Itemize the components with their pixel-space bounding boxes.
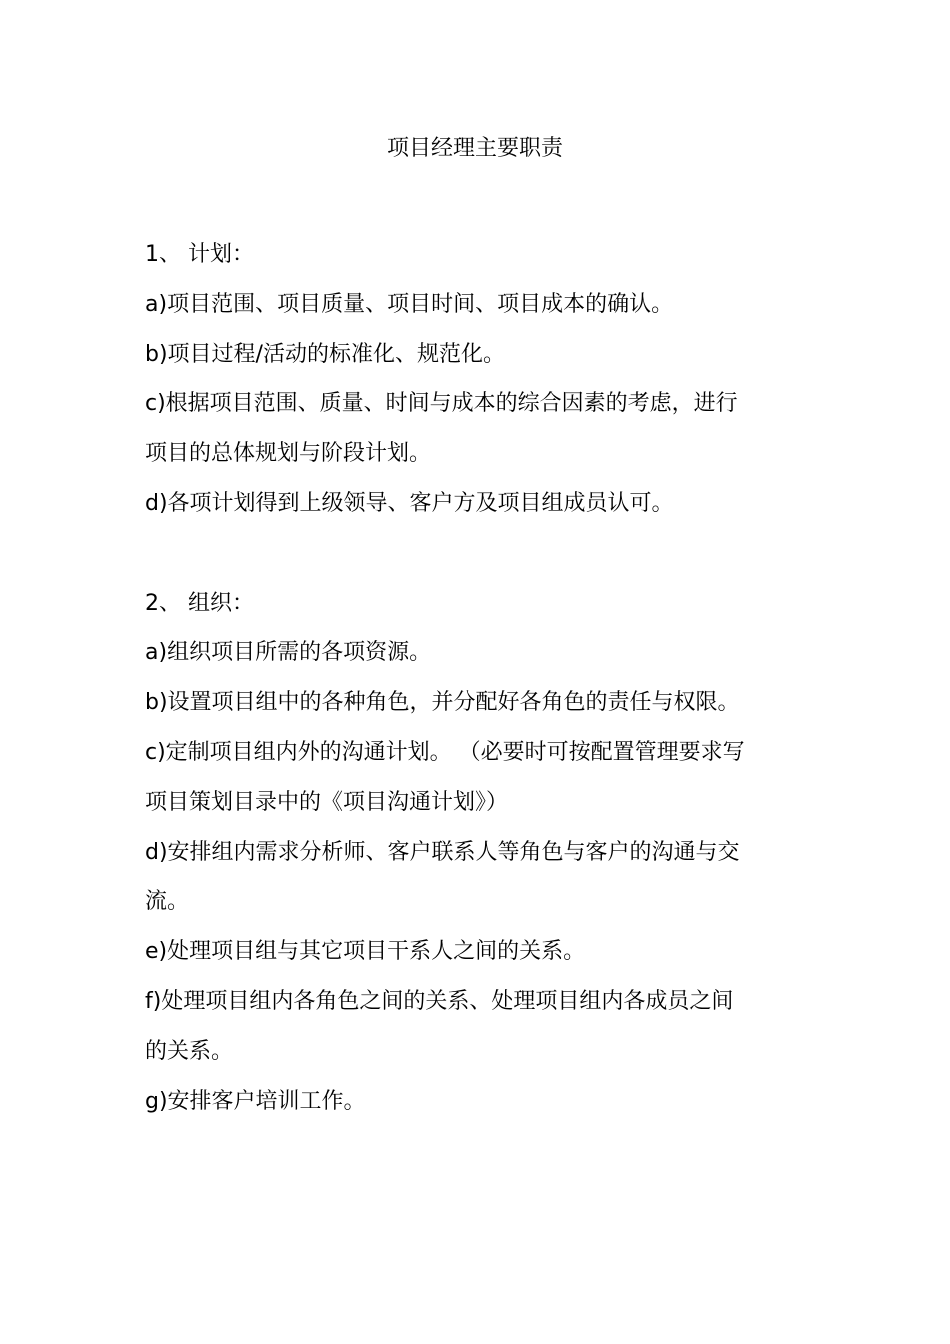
paragraph-line: a)项目范围、项目质量、项目时间、项目成本的确认。 (145, 291, 674, 317)
paragraph-line: a)组织项目所需的各项资源。 (145, 640, 432, 666)
paragraph-spacer (145, 529, 810, 579)
paragraph-line: b)设置项目组中的各种角色，并分配好各角色的责任与权限。 (145, 690, 740, 716)
paragraph-line: 项目策划目录中的《项目沟通计划》） (145, 789, 509, 815)
paragraph-line: c)定制项目组内外的沟通计划。 （必要时可按配置管理要求写 (145, 739, 745, 765)
paragraph-line: 项目的总体规划与阶段计划。 (145, 441, 432, 467)
document-title: 项目经理主要职责 (386, 136, 563, 161)
paragraph-line: e)处理项目组与其它项目干系人之间的关系。 (145, 939, 586, 965)
document-body (145, 230, 810, 1126)
paragraph-line: 的关系。 (145, 1038, 234, 1064)
paragraph-line: 流。 (145, 889, 190, 915)
paragraph-line: d)各项计划得到上级领导、客户方及项目组成员认可。 (145, 490, 674, 516)
section-heading: 2、 组织： (145, 590, 254, 616)
section-organize (145, 579, 810, 1127)
paragraph-line: c)根据项目范围、质量、时间与成本的综合因素的考虑，进行 (145, 391, 738, 417)
paragraph-line: g)安排客户培训工作。 (145, 1088, 366, 1114)
section-heading: 1、 计划： (145, 242, 254, 267)
paragraph-line: b)项目过程/活动的标准化、规范化。 (145, 341, 505, 367)
paragraph-line: f)处理项目组内各角色之间的关系、处理项目组内各成员之间 (145, 988, 734, 1014)
section-plan (145, 230, 810, 529)
paragraph-line: d)安排组内需求分析师、客户联系人等角色与客户的沟通与交 (145, 839, 740, 865)
